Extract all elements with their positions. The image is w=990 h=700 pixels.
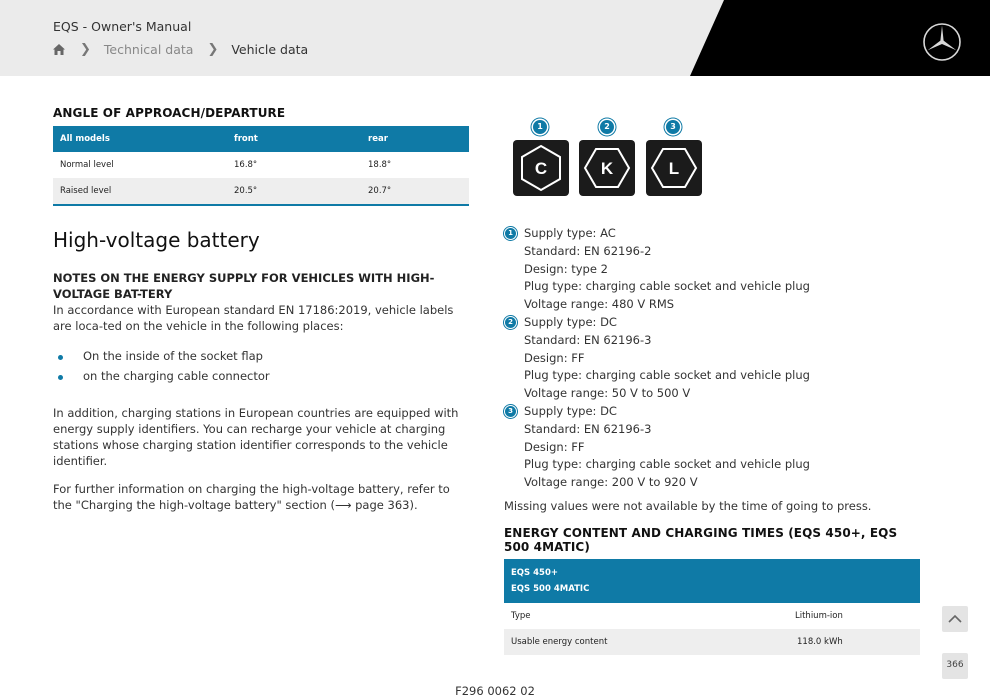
spec-line: Voltage range: 200 V to 920 V [524,475,698,490]
chevron-right-icon: ❯ [80,42,91,57]
label-locations-list [53,347,469,386]
spec-line: Plug type: charging cable socket and vehicle plug [524,279,810,294]
spec-line: Standard: EN 62196-3 [524,332,652,347]
table-cell: Usable energy content [504,629,788,655]
chevron-up-icon [942,606,968,632]
angle-table [53,126,469,206]
page-header [0,0,990,76]
model-name: EQS 500 4MATIC [511,583,590,594]
energy-heading: ENERGY CONTENT AND CHARGING TIMES (EQS 450+, EQS 500 4MATIC) [504,525,898,554]
breadcrumb [52,42,308,57]
scroll-to-top-button[interactable] [942,606,968,632]
model-name: EQS 450+ [511,567,558,578]
spec-list [504,225,920,492]
spec-line: Supply type: AC [524,226,616,240]
manual-title: EQS - Owner's Manual [53,19,192,34]
spec-line: Design: FF [524,350,585,365]
page-number-button[interactable] [942,653,968,679]
mercedes-star-logo[interactable] [922,22,962,62]
right-column [504,116,920,655]
hexagon-icon [579,140,635,196]
spec-line: Plug type: charging cable socket and vehicle plug [524,457,810,472]
spec-line: Standard: EN 62196-3 [524,421,652,436]
charging-stations-paragraph: In addition, charging stations in European countries are equipped with energy supply identifiers. You can recharge your vehicle at charging stations whose charging station identifier corresponds to the vehicle identifier. [53,406,459,468]
callout-2: 2 [600,120,614,134]
hexagon-icon [646,140,702,196]
table-cell: Raised level [53,178,227,205]
table-cell: 16.8° [234,160,258,170]
spec-item-3 [504,403,920,492]
list-item: on the charging cable connector [53,367,469,387]
page-number: 366 [946,660,964,670]
table-cell: Normal level [60,160,114,170]
intro-paragraph: In accordance with European standard EN 17186:2019, vehicle labels are loca-ted on the vehicle in the following places: [53,303,454,333]
spec-line: Supply type: DC [524,314,617,329]
spec-item-1 [504,225,920,314]
energy-table [504,559,920,655]
chevron-right-icon: ❯ [207,42,219,57]
footer-code: F296 0062 02 [455,684,535,698]
notes-heading: NOTES ON THE ENERGY SUPPLY FOR VEHICLES WITH HIGH-VOLTAGE BAT-TERY [53,271,435,301]
list-item: On the inside of the socket flap [53,347,469,367]
angle-col-rear: rear [361,126,469,152]
plug-identifier-l [646,140,702,196]
table-cell: 20.7° [361,178,469,205]
spec-line: Design: type 2 [524,261,608,276]
battery-title: High-voltage battery [53,228,260,252]
spec-line: Design: FF [524,439,585,454]
further-info-text[interactable]: For further information on charging the high-voltage battery, refer to the "Charging the high-voltage battery" section (⟶ page 363). [53,482,450,512]
table-cell: Type [511,610,531,621]
table-cell: 18.8° [368,160,392,170]
left-column [53,106,469,513]
callout-3: 3 [505,406,516,417]
plug-identifiers [504,116,920,200]
further-info-paragraph [53,481,469,513]
home-icon[interactable] [52,43,66,56]
spec-line: Voltage range: 480 V RMS [524,297,675,312]
callout-3: 3 [666,120,680,134]
table-row [504,629,920,655]
plug-letter: L [668,159,680,178]
breadcrumb-technical-data[interactable]: Technical data [103,42,194,57]
spec-line: Standard: EN 62196-2 [524,243,652,258]
plug-letter: C [534,159,548,178]
spec-line: Voltage range: 50 V to 500 V [524,386,691,401]
angle-col-models: All models [53,126,227,152]
angle-col-front: front [227,126,361,152]
table-row [53,152,469,178]
table-cell: 118.0 kWh [788,629,920,655]
angle-heading: ANGLE OF APPROACH/DEPARTURE [53,106,286,120]
spec-item-2 [504,314,920,403]
energy-table-header [504,559,920,603]
breadcrumb-vehicle-data: Vehicle data [231,42,309,57]
plug-identifier-c [513,140,569,196]
plug-letter: K [600,159,614,178]
table-cell: Lithium-ion [795,610,843,621]
table-row [53,178,469,205]
hexagon-icon [513,140,569,196]
missing-values-note: Missing values were not available by the time of going to press. [504,498,872,513]
spec-line: Supply type: DC [524,403,617,418]
table-row [504,603,920,629]
table-cell: 20.5° [227,178,361,205]
callout-1: 1 [505,228,516,239]
callout-1: 1 [533,120,547,134]
callout-2: 2 [505,317,516,328]
spec-line: Plug type: charging cable socket and vehicle plug [524,368,810,383]
plug-identifier-k [579,140,635,196]
